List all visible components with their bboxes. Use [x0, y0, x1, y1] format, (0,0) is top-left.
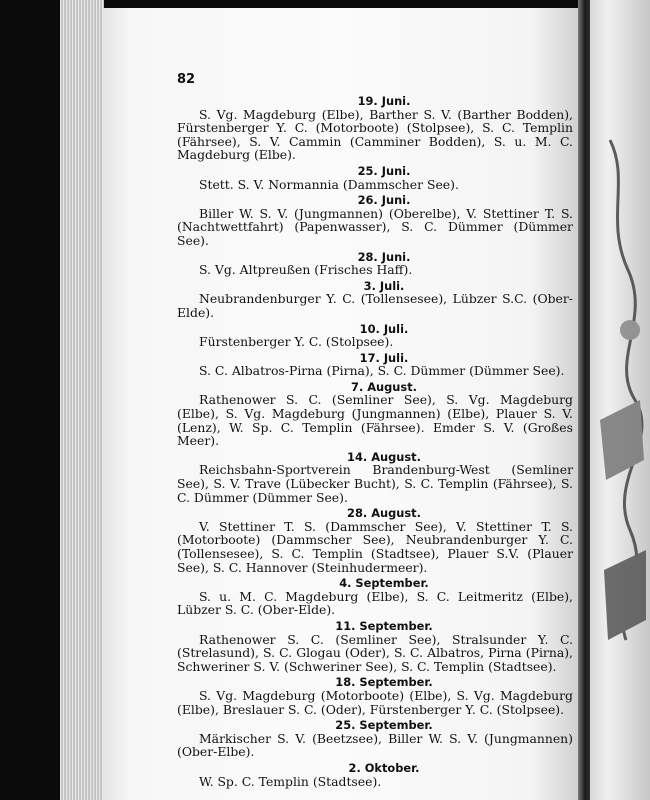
entry-date: 3. Juli.: [363, 278, 405, 293]
entry-date: 26. Juni.: [357, 193, 411, 208]
entry-date: 18. September.: [335, 675, 433, 690]
regatta-calendar: [177, 70, 573, 788]
calendar-entry: [177, 451, 573, 504]
entry-date: 2. Oktober.: [348, 760, 420, 775]
entry-text: S. Vg. Altpreußen (Frisches Haff).: [199, 262, 413, 278]
entry-date: 7. August.: [351, 379, 417, 394]
page-number: 82: [177, 72, 196, 87]
calendar-entry: [177, 165, 573, 191]
entry-text: S. C. Albatros-Pirna (Pirna), S. C. Dümmer (Dümmer See).: [199, 363, 565, 379]
entry-text: Fürstenberger Y. C. (Stolpsee).: [199, 334, 394, 350]
entry-text: V. Stettiner T. S. (Dammscher See), V. Stettiner T. S. (Motorboote) (Dammscher See), Neubrandenburger Y. C. (Tollensesee), S. C. Templin (Stadtsee), Plauer S.V. (Plauer See), S. C. Hannover (Steinhudermeer).: [177, 518, 573, 575]
calendar-entry: [177, 620, 573, 673]
entry-date: 11. September.: [335, 618, 433, 633]
entry-date: 14. August.: [347, 449, 421, 464]
calendar-entry: [177, 762, 573, 788]
entry-text: Reichsbahn-Sportverein Brandenburg-West (Semliner See), S. V. Trave (Lübecker Bucht), S. C. Templin (Fährsee), S. C. Dümmer (Dümmer See).: [177, 462, 573, 505]
entry-text: W. Sp. C. Templin (Stadtsee).: [199, 773, 382, 789]
facing-page: [590, 0, 650, 800]
calendar-entry: [177, 676, 573, 716]
entry-date: 19. Juni.: [357, 94, 411, 108]
entry-date: 25. September.: [335, 718, 433, 733]
entry-text: Märkischer S. V. (Beetzsee), Biller W. S. V. (Jungmannen) (Ober-Elbe).: [177, 730, 573, 760]
calendar-entry: [177, 323, 573, 349]
entry-date: 10. Juli.: [359, 321, 409, 336]
entry-text: Neubrandenburger Y. C. (Tollensesee), Lübzer S.C. (Ober-Elde).: [177, 291, 573, 320]
calendar-entry: [177, 507, 573, 574]
calendar-entry: [177, 719, 573, 759]
calendar-entry: [177, 194, 573, 247]
calendar-entry: [177, 352, 573, 378]
entry-text: Stett. S. V. Normannia (Dammscher See).: [199, 176, 459, 192]
page-edges: [60, 0, 104, 800]
entry-text: S. Vg. Magdeburg (Elbe), Barther S. V. (Barther Bodden), Fürstenberger Y. C. (Motorboote) (Stolpsee), S. C. Templin (Fährsee), S. V. Cammin (Camminer Bodden), S. u. M. C. Magdeburg (Elbe).: [177, 106, 573, 163]
entry-text: S. Vg. Magdeburg (Motorboote) (Elbe), S. Vg. Magdeburg (Elbe), Breslauer S. C. (Oder), Fürstenberger Y. C. (Stolpsee).: [177, 687, 573, 717]
entry-date: 17. Juli.: [359, 350, 409, 365]
entry-date: 25. Juni.: [357, 163, 411, 178]
entry-text: S. u. M. C. Magdeburg (Elbe), S. C. Leitmeritz (Elbe), Lübzer S. C. (Ober-Elde).: [177, 588, 573, 618]
calendar-entry: [177, 381, 573, 448]
calendar-entry: [177, 577, 573, 617]
calendar-entry: [177, 95, 573, 162]
calendar-entry: [177, 280, 573, 320]
entry-text: Rathenower S. C. (Semliner See), S. Vg. Magdeburg (Elbe), S. Vg. Magdeburg (Jungmannen) (Elbe), Plauer S. V. (Lenz), W. Sp. C. Templin (Fährsee). Emder S. V. (Großes Meer).: [177, 392, 573, 449]
entry-text: Biller W. S. V. (Jungmannen) (Oberelbe), V. Stettiner T. S. (Nachtwettfahrt) (Papenwasser), S. C. Dümmer (Dümmer See).: [177, 205, 573, 248]
entry-text: Rathenower S. C. (Semliner See), Stralsunder Y. C. (Strelasund), S. C. Glogau (Oder), S. C. Albatros, Pirna (Pirna), Schweriner S. V. (Schweriner See), S. C. Templin (Stadtsee).: [177, 631, 573, 674]
facing-illustration: [600, 100, 648, 660]
calendar-entry: [177, 251, 573, 277]
entry-date: 28. Juni.: [357, 249, 411, 264]
entry-date: 28. August.: [347, 506, 421, 521]
entry-date: 4. September.: [339, 576, 429, 591]
